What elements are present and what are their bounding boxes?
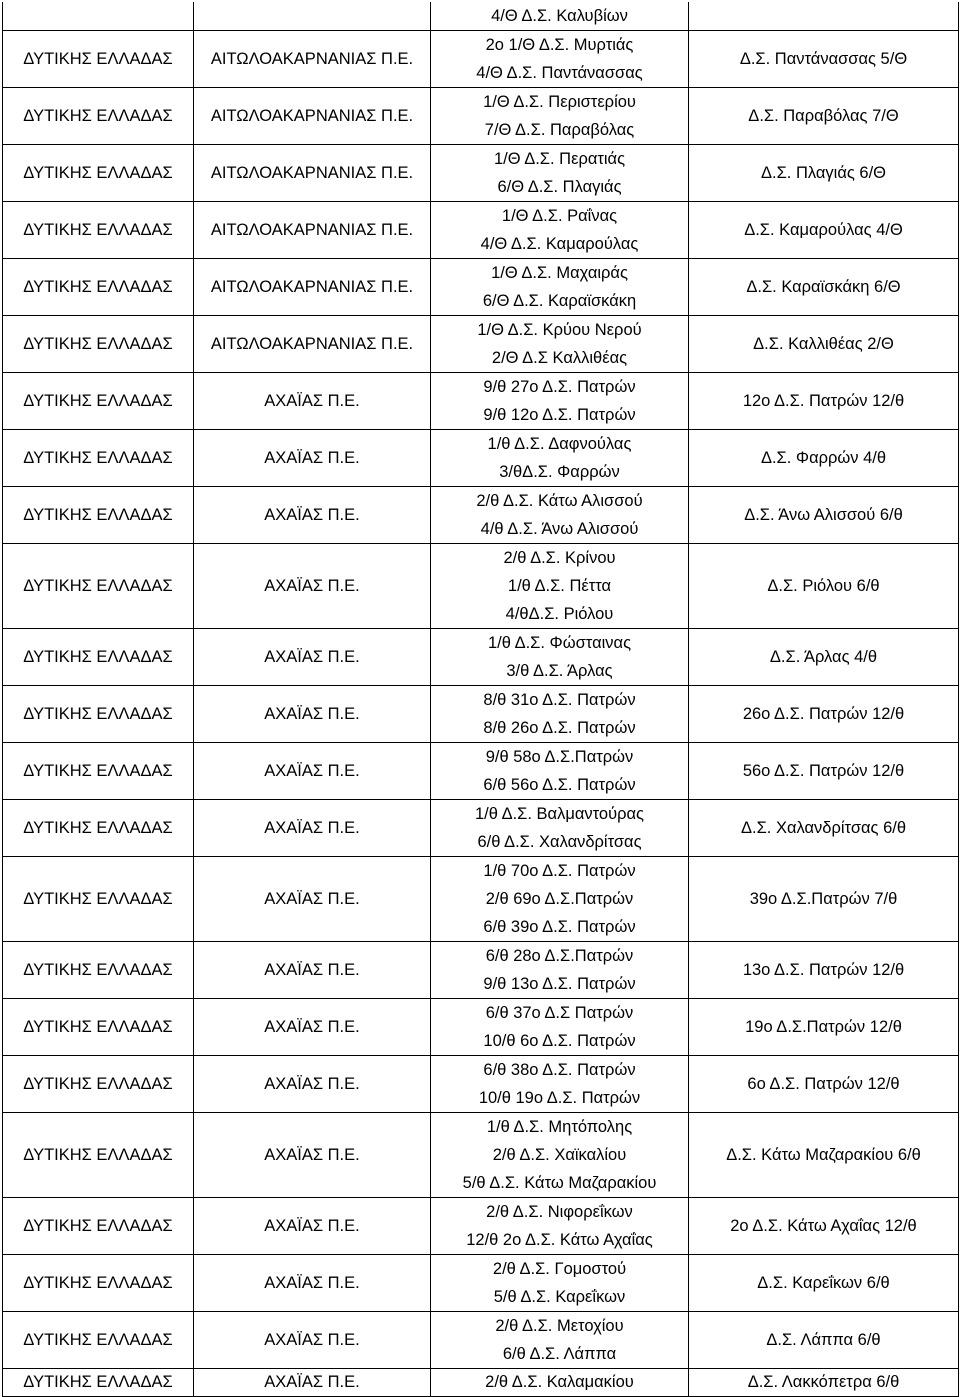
school-name: 2/θ 69ο Δ.Σ.Πατρών [485,889,634,908]
school-name: 4/θ Δ.Σ. Άνω Αλισσού [480,519,639,538]
table-row [3,628,959,685]
schools-cell [431,1197,689,1254]
school-name: 12/θ 2ο Δ.Σ. Κάτω Αχαΐας [466,1230,653,1249]
table-row [3,799,959,856]
school-name: 1/Θ Δ.Σ. Περιστερίου [483,92,636,111]
school-name: 3/θΔ.Σ. Φαρρών [499,462,620,481]
schools-cell [431,799,689,856]
school-name: 4/Θ Δ.Σ. Καλυβίων [491,6,628,25]
school-name: 6/Θ Δ.Σ. Πλαγιάς [497,177,622,196]
school-name: 1/Θ Δ.Σ. Κρύου Νερού [477,320,642,339]
unit-cell: ΑΧΑΪΑΣ Π.Ε. [194,1055,431,1112]
unit-cell: ΑΧΑΪΑΣ Π.Ε. [194,429,431,486]
school-name: 6/θ 56ο Δ.Σ. Πατρών [483,775,636,794]
unit-cell: ΑΧΑΪΑΣ Π.Ε. [194,941,431,998]
schools-cell [431,372,689,429]
merged-school-cell: Δ.Σ. Παραβόλας 7/Θ [689,87,959,144]
table-row [3,87,959,144]
table-row [3,429,959,486]
school-name: 2/θ Δ.Σ. Χαϊκαλίου [492,1145,627,1164]
merged-school-cell: 6ο Δ.Σ. Πατρών 12/θ [689,1055,959,1112]
region-cell: ΔΥΤΙΚΗΣ ΕΛΛΑΔΑΣ [3,941,194,998]
school-name: 10/θ 6ο Δ.Σ. Πατρών [483,1031,636,1050]
schools-cell [431,30,689,87]
unit-cell: ΑΧΑΪΑΣ Π.Ε. [194,1311,431,1368]
region-cell: ΔΥΤΙΚΗΣ ΕΛΛΑΔΑΣ [3,144,194,201]
school-name: 9/θ 12ο Δ.Σ. Πατρών [483,405,636,424]
schools-cell [431,87,689,144]
region-cell: ΔΥΤΙΚΗΣ ΕΛΛΑΔΑΣ [3,685,194,742]
merged-school-cell: Δ.Σ. Λάππα 6/θ [689,1311,959,1368]
table-row [3,742,959,799]
unit-cell: ΑΧΑΪΑΣ Π.Ε. [194,1254,431,1311]
unit-cell: ΑΙΤΩΛΟΑΚΑΡΝΑΝΙΑΣ Π.Ε. [194,87,431,144]
merged-school-cell: Δ.Σ. Άνω Αλισσού 6/θ [689,486,959,543]
unit-cell: ΑΧΑΪΑΣ Π.Ε. [194,1112,431,1197]
unit-cell: ΑΙΤΩΛΟΑΚΑΡΝΑΝΙΑΣ Π.Ε. [194,30,431,87]
school-name: 9/θ 27ο Δ.Σ. Πατρών [483,377,636,396]
school-merger-table [2,2,959,1397]
merged-school-cell [689,2,959,30]
merged-school-cell: Δ.Σ. Φαρρών 4/θ [689,429,959,486]
merged-school-cell: Δ.Σ. Πλαγιάς 6/Θ [689,144,959,201]
school-name: 2/θ Δ.Σ. Κρίνου [503,548,616,567]
merged-school-cell: Δ.Σ. Καραϊσκάκη 6/Θ [689,258,959,315]
table-row [3,543,959,628]
merged-school-cell: Δ.Σ. Άρλας 4/θ [689,628,959,685]
schools-cell [431,1254,689,1311]
table-row [3,1368,959,1396]
school-name: 6/θ 39ο Δ.Σ. Πατρών [483,917,636,936]
unit-cell: ΑΧΑΪΑΣ Π.Ε. [194,486,431,543]
school-name: 6/θ 37ο Δ.Σ Πατρών [485,1003,634,1022]
school-name: 6/θ 28ο Δ.Σ.Πατρών [485,946,634,965]
table-row [3,941,959,998]
merged-school-cell: 39ο Δ.Σ.Πατρών 7/θ [689,856,959,941]
schools-cell [431,742,689,799]
merged-school-cell: 13ο Δ.Σ. Πατρών 12/θ [689,941,959,998]
unit-cell: ΑΙΤΩΛΟΑΚΑΡΝΑΝΙΑΣ Π.Ε. [194,315,431,372]
unit-cell: ΑΧΑΪΑΣ Π.Ε. [194,543,431,628]
unit-cell: ΑΧΑΪΑΣ Π.Ε. [194,1197,431,1254]
schools-cell [431,1311,689,1368]
region-cell: ΔΥΤΙΚΗΣ ΕΛΛΑΔΑΣ [3,543,194,628]
region-cell: ΔΥΤΙΚΗΣ ΕΛΛΑΔΑΣ [3,486,194,543]
school-name: 8/θ 31ο Δ.Σ. Πατρών [483,690,636,709]
schools-cell [431,258,689,315]
school-name: 2/θ Δ.Σ. Νιφορεΐκων [486,1202,633,1221]
schools-cell [431,429,689,486]
region-cell: ΔΥΤΙΚΗΣ ΕΛΛΑΔΑΣ [3,258,194,315]
school-name: 1/Θ Δ.Σ. Μαχαιράς [491,263,628,282]
region-cell: ΔΥΤΙΚΗΣ ΕΛΛΑΔΑΣ [3,1368,194,1396]
region-cell: ΔΥΤΙΚΗΣ ΕΛΛΑΔΑΣ [3,30,194,87]
unit-cell: ΑΧΑΪΑΣ Π.Ε. [194,1368,431,1396]
school-name: 9/θ 58ο Δ.Σ.Πατρών [485,747,634,766]
table-row [3,315,959,372]
school-name: 5/θ Δ.Σ. Κάτω Μαζαρακίου [462,1173,657,1192]
schools-cell [431,543,689,628]
table-row [3,258,959,315]
table-row [3,1197,959,1254]
schools-cell [431,941,689,998]
merged-school-cell: Δ.Σ. Παντάνασσας 5/Θ [689,30,959,87]
unit-cell: ΑΧΑΪΑΣ Π.Ε. [194,998,431,1055]
unit-cell: ΑΙΤΩΛΟΑΚΑΡΝΑΝΙΑΣ Π.Ε. [194,144,431,201]
schools-cell [431,2,689,30]
table-row [3,144,959,201]
unit-cell: ΑΧΑΪΑΣ Π.Ε. [194,628,431,685]
merged-school-cell: 19ο Δ.Σ.Πατρών 12/θ [689,998,959,1055]
school-name: 6/Θ Δ.Σ. Καραϊσκάκη [482,291,637,310]
school-name: 2ο 1/Θ Δ.Σ. Μυρτιάς [485,35,634,54]
schools-cell [431,201,689,258]
region-cell: ΔΥΤΙΚΗΣ ΕΛΛΑΔΑΣ [3,372,194,429]
merged-school-cell: Δ.Σ. Καμαρούλας 4/Θ [689,201,959,258]
school-name: 1/Θ Δ.Σ. Περατιάς [493,149,626,168]
region-cell: ΔΥΤΙΚΗΣ ΕΛΛΑΔΑΣ [3,628,194,685]
schools-cell [431,685,689,742]
school-name: 6/θ Δ.Σ. Λάππα [502,1344,617,1363]
merged-school-cell: 26ο Δ.Σ. Πατρών 12/θ [689,685,959,742]
region-cell: ΔΥΤΙΚΗΣ ΕΛΛΑΔΑΣ [3,1254,194,1311]
school-name: 1/θ Δ.Σ. Πέττα [507,576,612,595]
school-name: 2/θ Δ.Σ. Μετοχίου [495,1316,624,1335]
unit-cell: ΑΧΑΪΑΣ Π.Ε. [194,856,431,941]
table-row [3,486,959,543]
school-name: 1/θ 70ο Δ.Σ. Πατρών [483,861,636,880]
table-row [3,1055,959,1112]
merged-school-cell: Δ.Σ. Χαλανδρίτσας 6/θ [689,799,959,856]
table-row [3,1112,959,1197]
unit-cell: ΑΧΑΪΑΣ Π.Ε. [194,685,431,742]
region-cell: ΔΥΤΙΚΗΣ ΕΛΛΑΔΑΣ [3,1311,194,1368]
school-name: 6/θ Δ.Σ. Χαλανδρίτσας [477,832,642,851]
table-row [3,1311,959,1368]
region-cell: ΔΥΤΙΚΗΣ ΕΛΛΑΔΑΣ [3,201,194,258]
merged-school-cell: 56ο Δ.Σ. Πατρών 12/θ [689,742,959,799]
unit-cell: ΑΧΑΪΑΣ Π.Ε. [194,372,431,429]
region-cell [3,2,194,30]
region-cell: ΔΥΤΙΚΗΣ ΕΛΛΑΔΑΣ [3,87,194,144]
school-name: 1/θ Δ.Σ. Μητόπολης [486,1117,633,1136]
table-row [3,856,959,941]
merged-school-cell: 2ο Δ.Σ. Κάτω Αχαΐας 12/θ [689,1197,959,1254]
table-row [3,2,959,30]
unit-cell [194,2,431,30]
school-name: 6/θ 38ο Δ.Σ. Πατρών [483,1060,636,1079]
region-cell: ΔΥΤΙΚΗΣ ΕΛΛΑΔΑΣ [3,799,194,856]
school-name: 1/θ Δ.Σ. Δαφνούλας [487,434,632,453]
region-cell: ΔΥΤΙΚΗΣ ΕΛΛΑΔΑΣ [3,742,194,799]
region-cell: ΔΥΤΙΚΗΣ ΕΛΛΑΔΑΣ [3,429,194,486]
region-cell: ΔΥΤΙΚΗΣ ΕΛΛΑΔΑΣ [3,1112,194,1197]
schools-cell [431,144,689,201]
unit-cell: ΑΧΑΪΑΣ Π.Ε. [194,799,431,856]
school-name: 5/θ Δ.Σ. Καρεΐκων [493,1287,626,1306]
school-name: 4/Θ Δ.Σ. Παντάνασσας [476,63,643,82]
school-name: 4/Θ Δ.Σ. Καμαρούλας [480,234,639,253]
school-name: 8/θ 26ο Δ.Σ. Πατρών [483,718,636,737]
schools-cell [431,998,689,1055]
table-row [3,30,959,87]
school-name: 2/θ Δ.Σ. Γομοστού [492,1259,627,1278]
merged-school-cell: Δ.Σ. Καλλιθέας 2/Θ [689,315,959,372]
region-cell: ΔΥΤΙΚΗΣ ΕΛΛΑΔΑΣ [3,998,194,1055]
table-row [3,998,959,1055]
schools-cell [431,1112,689,1197]
merged-school-cell: 12ο Δ.Σ. Πατρών 12/θ [689,372,959,429]
region-cell: ΔΥΤΙΚΗΣ ΕΛΛΑΔΑΣ [3,315,194,372]
school-name: 9/θ 13ο Δ.Σ. Πατρών [483,974,636,993]
table-row [3,685,959,742]
schools-cell [431,315,689,372]
region-cell: ΔΥΤΙΚΗΣ ΕΛΛΑΔΑΣ [3,1197,194,1254]
table-row [3,201,959,258]
table-row [3,1254,959,1311]
school-name: 10/θ 19ο Δ.Σ. Πατρών [478,1088,641,1107]
merged-school-cell: Δ.Σ. Κάτω Μαζαρακίου 6/θ [689,1112,959,1197]
merged-school-cell: Δ.Σ. Λακκόπετρα 6/θ [689,1368,959,1396]
school-name: 2/Θ Δ.Σ Καλλιθέας [491,348,628,367]
unit-cell: ΑΧΑΪΑΣ Π.Ε. [194,742,431,799]
unit-cell: ΑΙΤΩΛΟΑΚΑΡΝΑΝΙΑΣ Π.Ε. [194,201,431,258]
school-name: 1/Θ Δ.Σ. Ραΐνας [501,206,618,225]
region-cell: ΔΥΤΙΚΗΣ ΕΛΛΑΔΑΣ [3,1055,194,1112]
schools-cell [431,486,689,543]
school-name: 7/Θ Δ.Σ. Παραβόλας [484,120,635,139]
schools-cell [431,1055,689,1112]
school-name: 4/θΔ.Σ. Ριόλου [505,604,614,623]
schools-cell [431,628,689,685]
unit-cell: ΑΙΤΩΛΟΑΚΑΡΝΑΝΙΑΣ Π.Ε. [194,258,431,315]
school-name: 2/θ Δ.Σ. Καλαμακίου [485,1373,634,1391]
table-body [3,2,959,1396]
table-row [3,372,959,429]
merged-school-cell: Δ.Σ. Ριόλου 6/θ [689,543,959,628]
school-name: 2/θ Δ.Σ. Κάτω Αλισσού [476,491,643,510]
schools-cell [431,856,689,941]
school-name: 1/θ Δ.Σ. Βαλμαντούρας [474,804,645,823]
school-name: 3/θ Δ.Σ. Άρλας [506,661,613,680]
region-cell: ΔΥΤΙΚΗΣ ΕΛΛΑΔΑΣ [3,856,194,941]
merged-school-cell: Δ.Σ. Καρεΐκων 6/θ [689,1254,959,1311]
school-name: 1/θ Δ.Σ. Φώσταινας [487,633,632,652]
schools-cell [431,1368,689,1396]
